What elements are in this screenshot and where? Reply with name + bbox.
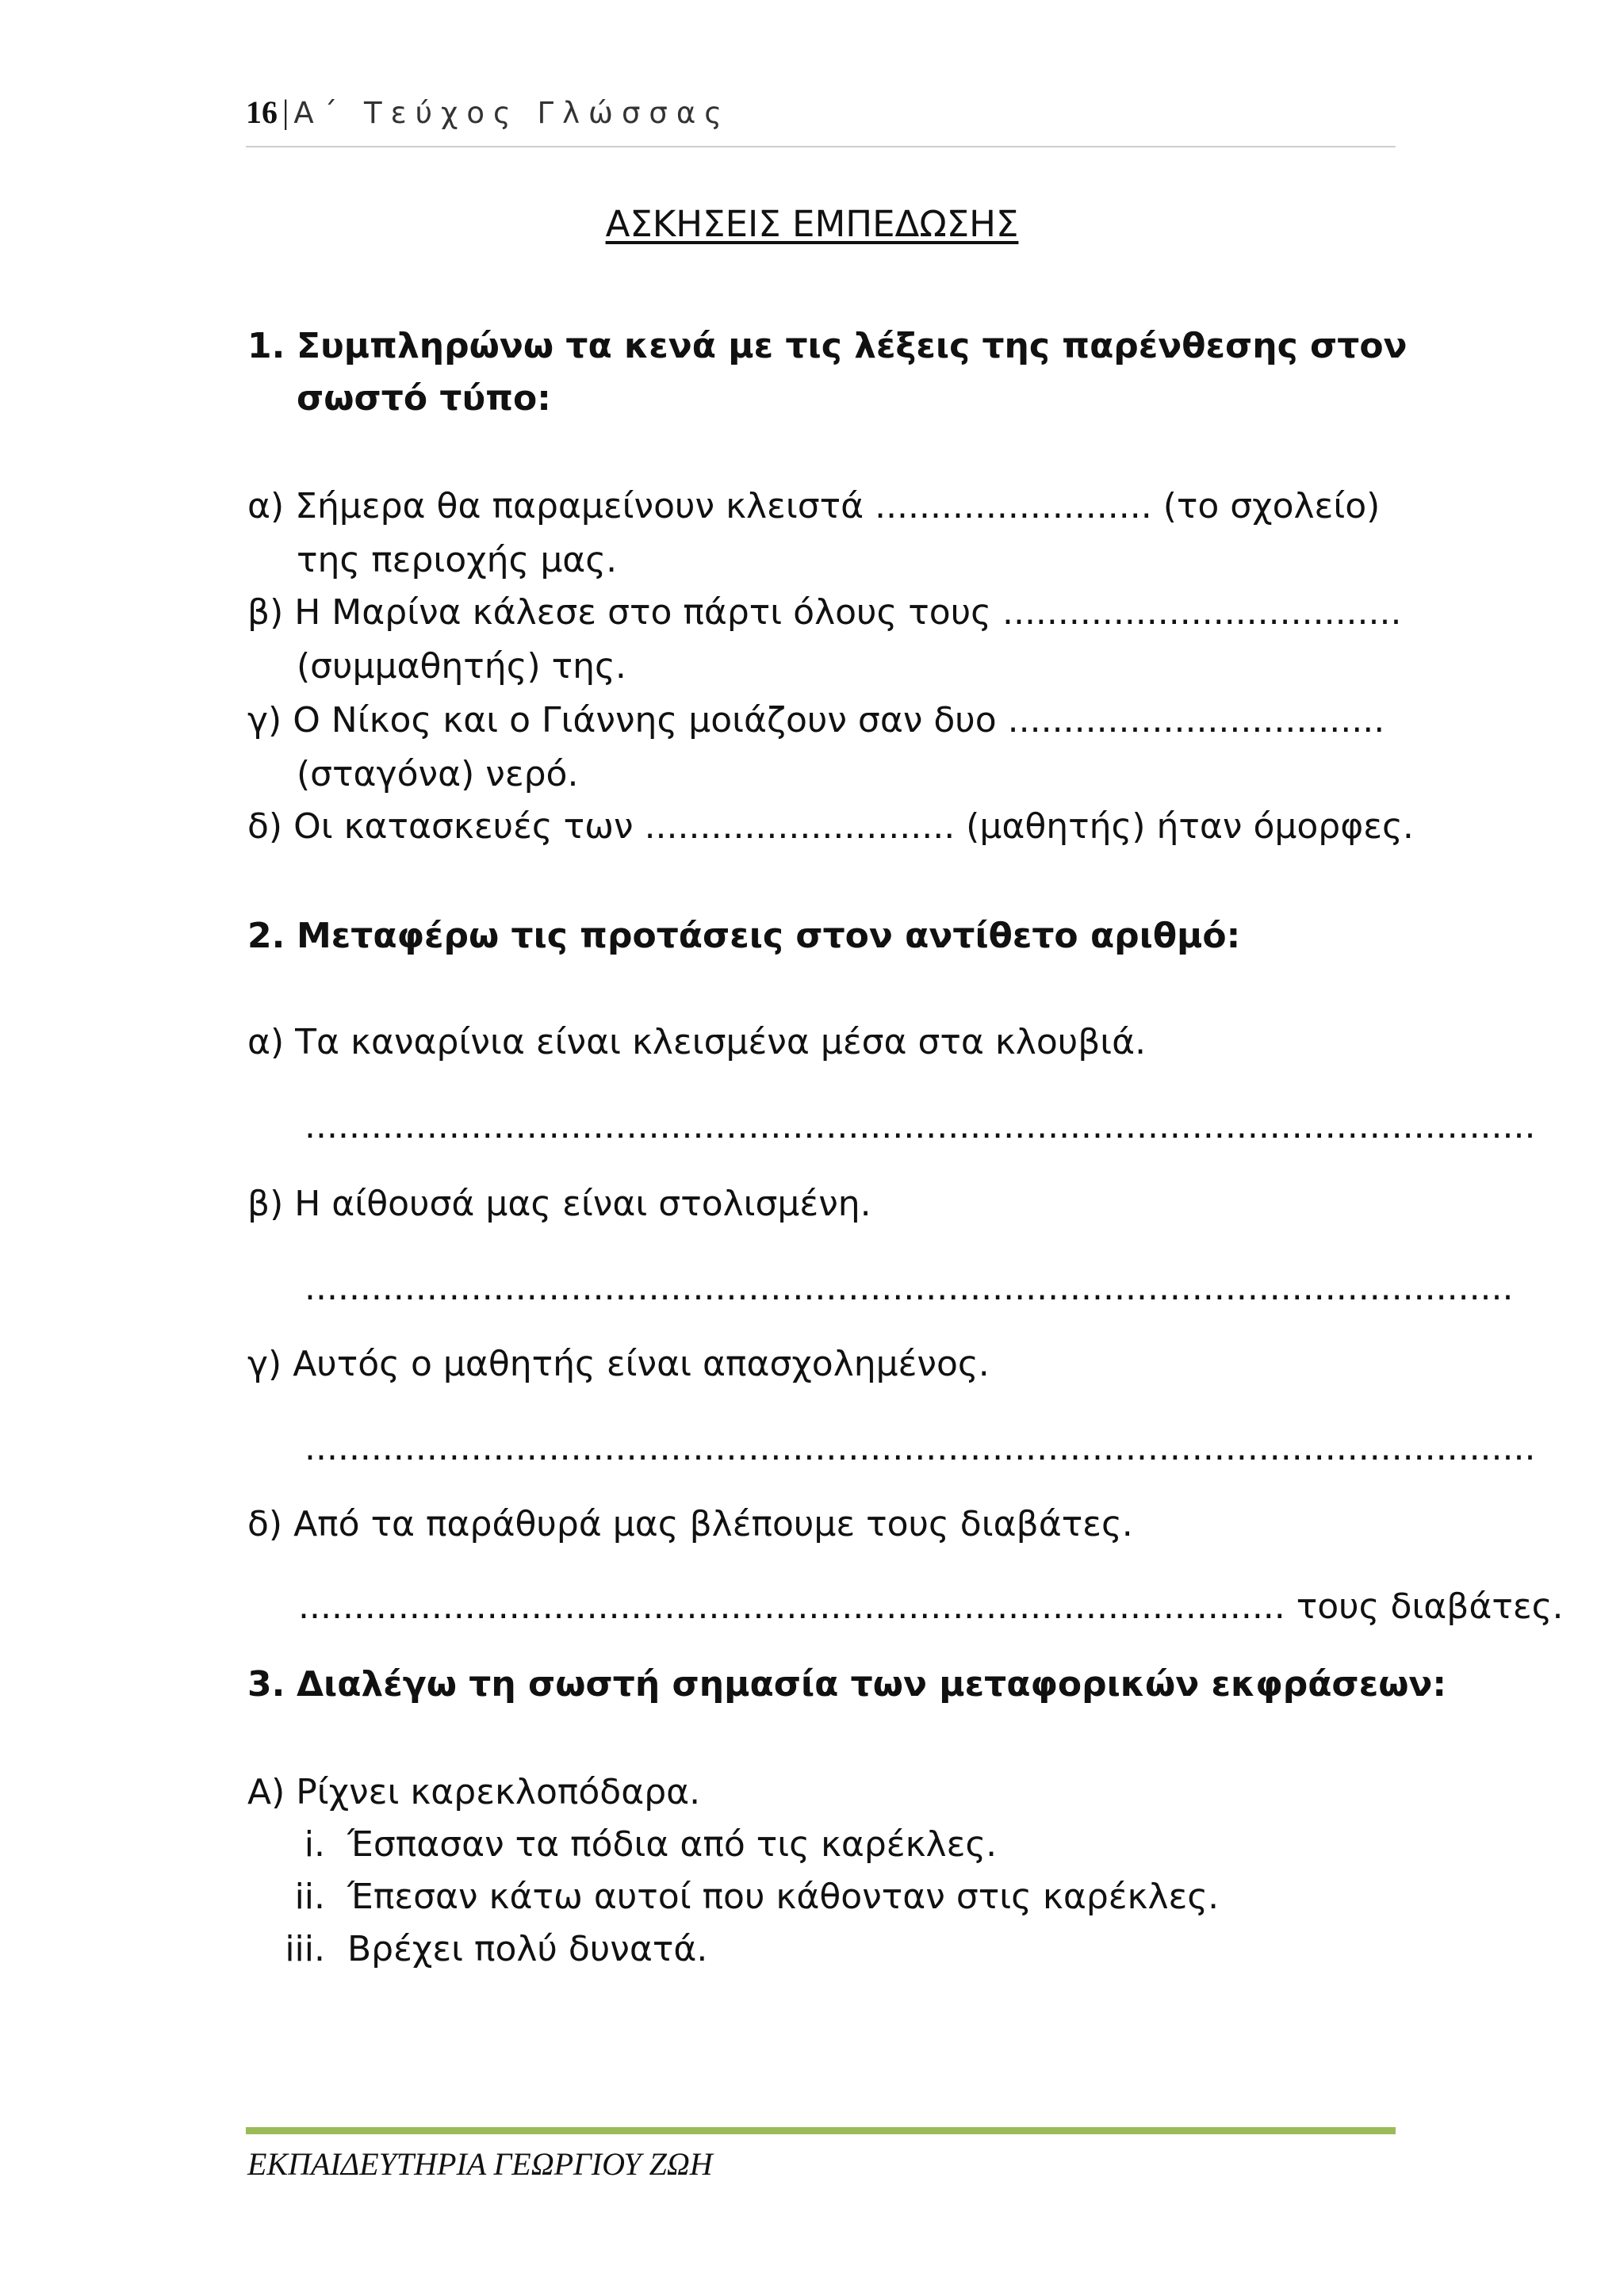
exercise2-heading xyxy=(247,910,1240,962)
exercise2-answer-d: ......................................................................................... τους διαβάτες. xyxy=(298,1586,1564,1627)
exercise3-question: Α) Ρίχνει καρεκλοπόδαρα. xyxy=(247,1772,701,1812)
exercise1-item-a: α) Σήμερα θα παραμείνουν κλειστά ......................... (το σχολείο) xyxy=(247,486,1381,526)
option-text-ii: Έπεσαν κάτω αυτοί που κάθονταν στις καρέκλες. xyxy=(347,1877,1220,1917)
exercise2-sentence-d: δ) Από τα παράθυρά μας βλέπουμε τους διαβάτες. xyxy=(247,1504,1133,1544)
option-label-ii: ii. xyxy=(294,1877,325,1917)
option-text-iii: Βρέχει πολύ δυνατά. xyxy=(347,1929,708,1969)
option-text-i: Έσπασαν τα πόδια από τις καρέκλες. xyxy=(347,1824,998,1865)
exercise1-item-d: δ) Οι κατασκευές των ............................ (μαθητής) ήταν όμορφες. xyxy=(247,806,1414,847)
footer-divider xyxy=(246,2127,1396,2134)
exercise1-heading xyxy=(247,320,1408,425)
header-separator: | xyxy=(282,94,289,131)
exercise1-item-c: γ) Ο Νίκος και ο Γιάννης μοιάζουν σαν δυο .................................. xyxy=(247,700,1385,740)
exercise1-heading-line2: σωστό τύπο: xyxy=(297,378,551,419)
exercise3-heading-text: Διαλέγω τη σωστή σημασία των μεταφορικών εκφράσεων: xyxy=(297,1664,1447,1705)
option-label-i: i. xyxy=(304,1824,325,1865)
exercise1-item-b: β) Η Μαρίνα κάλεσε στο πάρτι όλους τους .................................... xyxy=(247,592,1402,633)
exercise2-sentence-c: γ) Αυτός ο μαθητής είναι απασχολημένος. xyxy=(247,1344,990,1384)
exercise2-sentence-a: α) Τα καναρίνια είναι κλεισμένα μέσα στα κλουβιά. xyxy=(247,1022,1147,1062)
option-label-iii: iii. xyxy=(285,1929,325,1969)
exercise2-heading-text: Μεταφέρω τις προτάσεις στον αντίθετο αριθμό: xyxy=(297,916,1241,956)
page-header xyxy=(246,94,1396,149)
exercise1-heading-line1: Συμπληρώνω τα κενά με τις λέξεις της παρένθεσης στον xyxy=(297,326,1408,366)
exercise2-answer-a: ............................................................................................................... xyxy=(304,1106,1536,1146)
exercise1-item-a-cont: της περιοχής μας. xyxy=(297,540,618,580)
exercise2-sentence-b: β) Η αίθουσά μας είναι στολισμένη. xyxy=(247,1184,871,1224)
exercise1-item-c-cont: (σταγόνα) νερό. xyxy=(297,754,579,794)
main-title: ΑΣΚΗΣΕΙΣ ΕΜΠΕΔΩΣΗΣ xyxy=(605,203,1019,245)
header-divider xyxy=(246,146,1396,147)
exercise1-item-b-cont: (συμμαθητής) της. xyxy=(297,646,626,687)
exercise3-number: 3. xyxy=(247,1664,285,1705)
exercise2-number: 2. xyxy=(247,916,285,956)
exercise3-heading xyxy=(247,1659,1446,1711)
page-number: 16 xyxy=(246,94,278,130)
exercise1-number: 1. xyxy=(247,326,285,366)
exercise2-answer-c: ............................................................................................................... xyxy=(304,1428,1536,1468)
header-title: Α΄ Τεύχος Γλώσσας xyxy=(293,96,730,130)
exercise2-answer-b: ............................................................................................................. xyxy=(304,1268,1514,1308)
footer-text: ΕΚΠΑΙΔΕΥΤΗΡΙΑ ΓΕΩΡΓΙΟΥ ΖΩΗ xyxy=(247,2146,713,2182)
